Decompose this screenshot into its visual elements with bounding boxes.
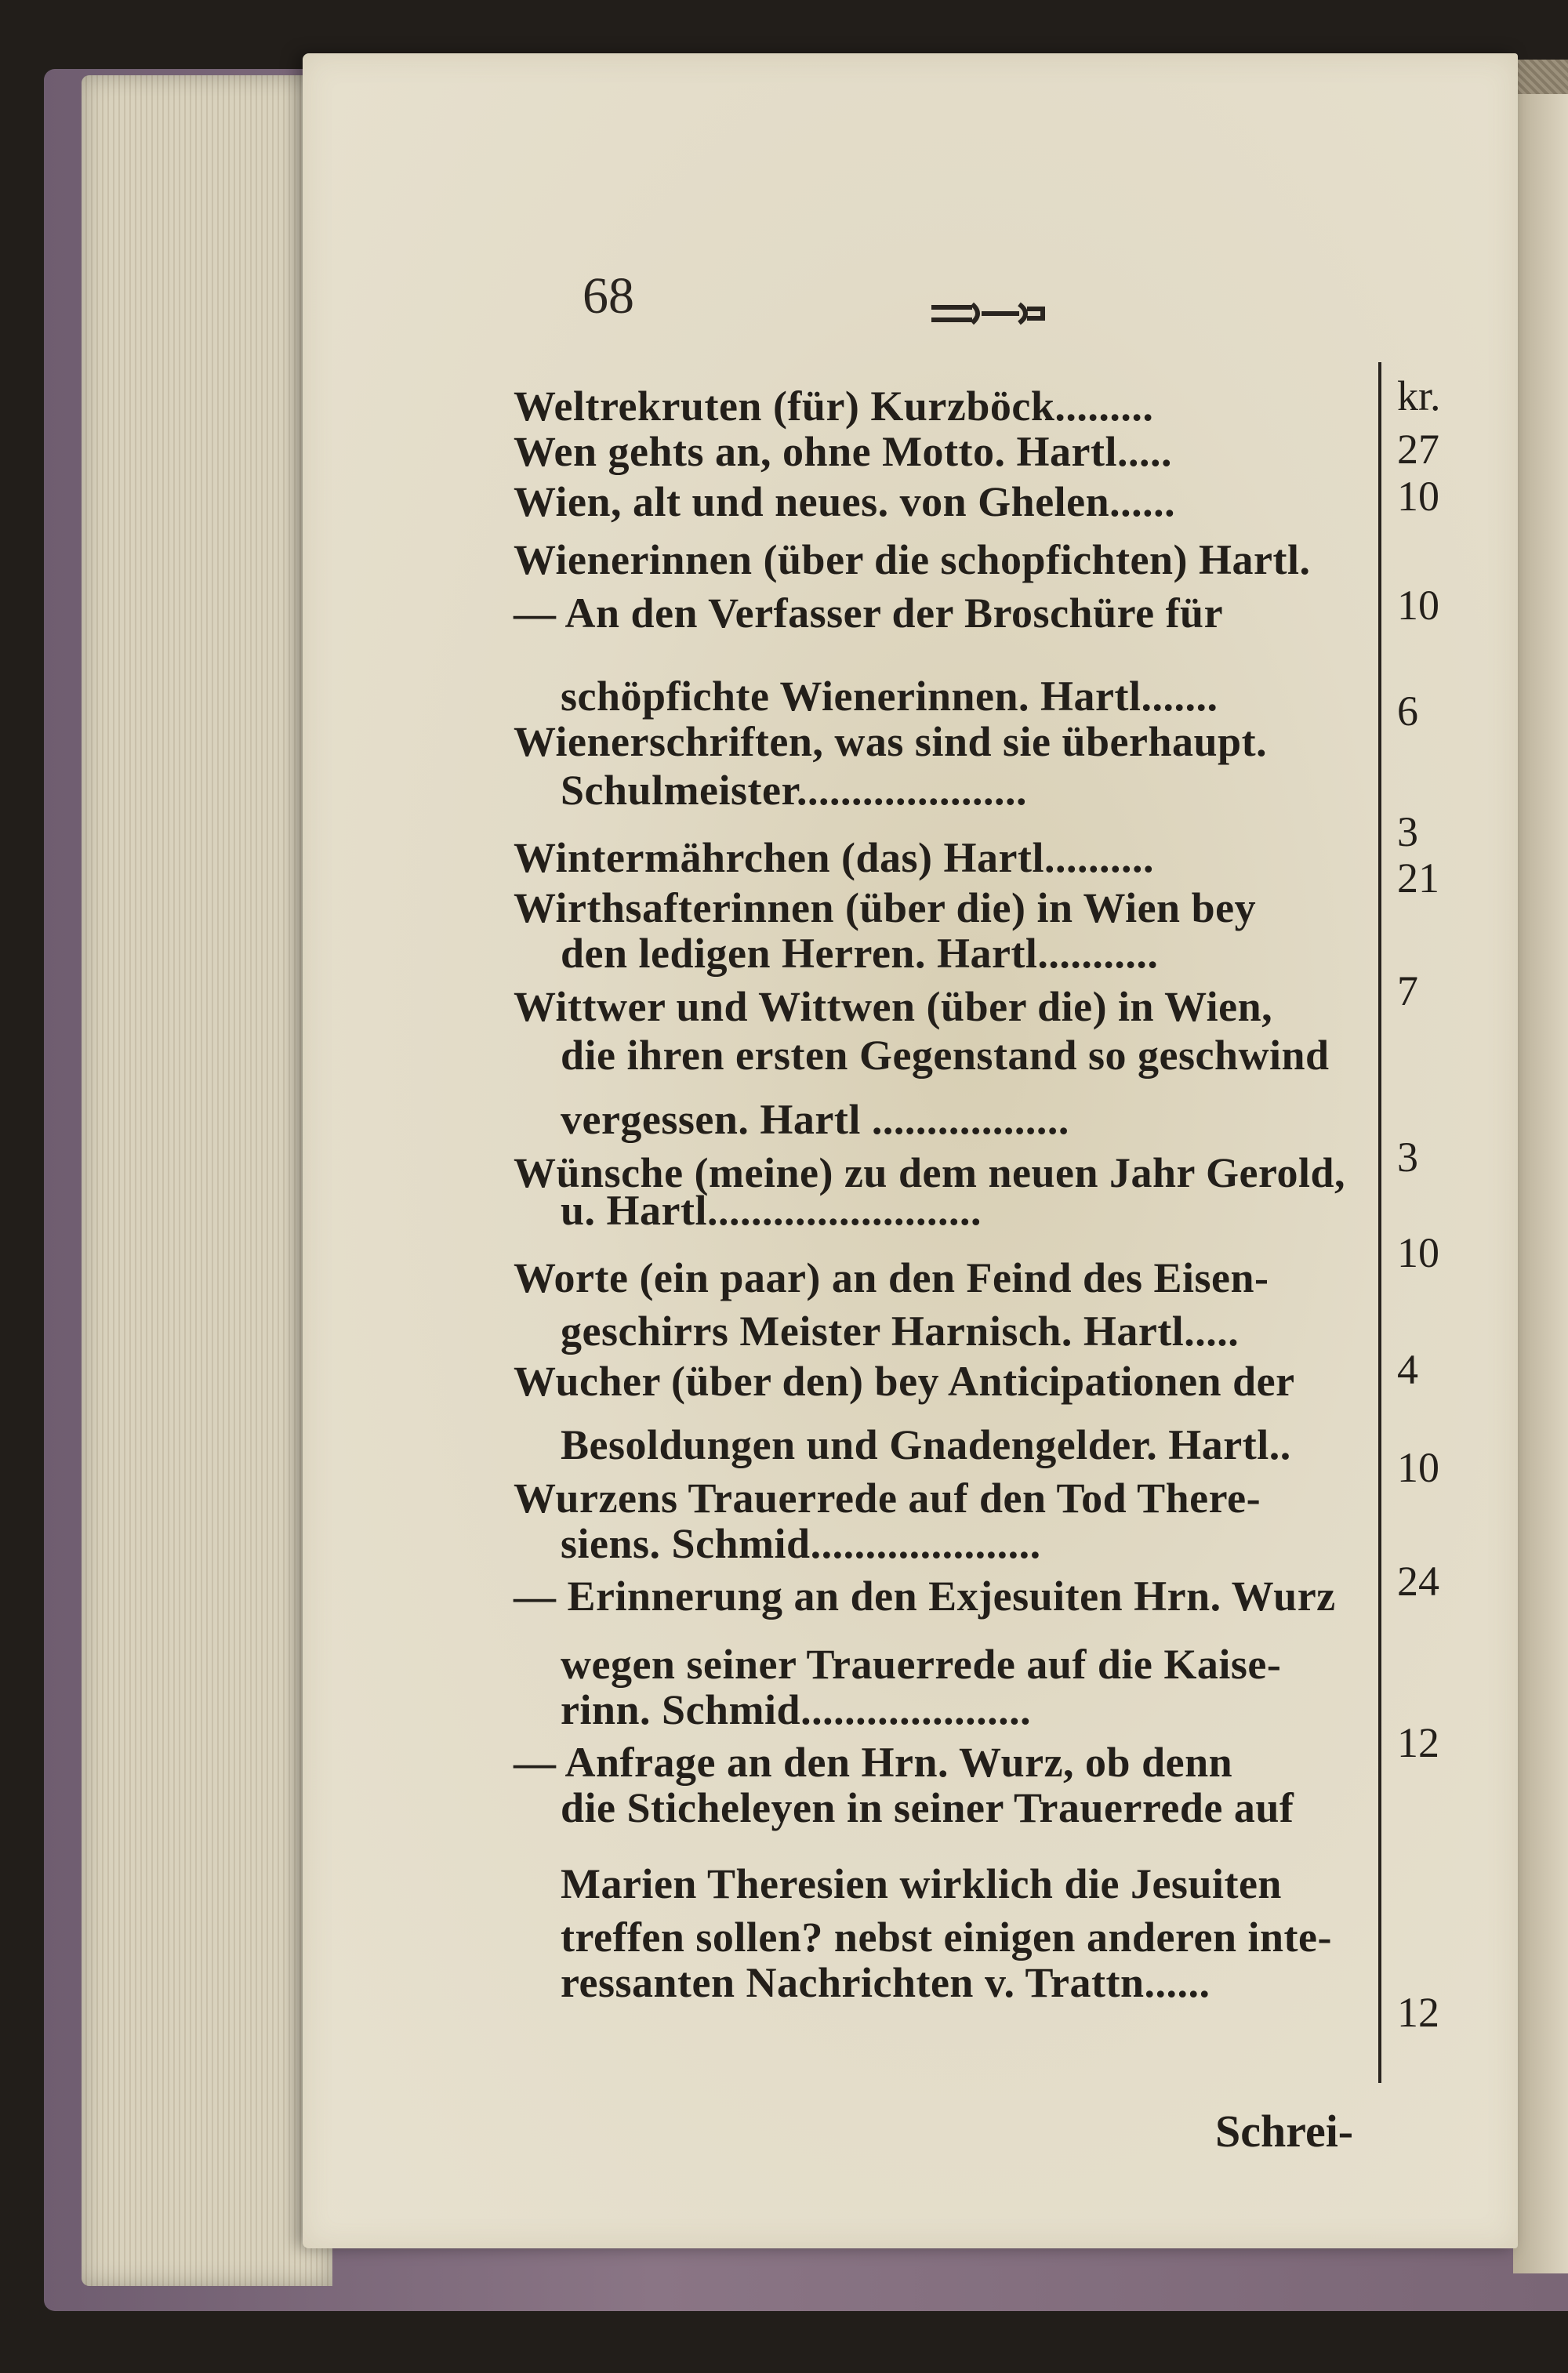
index-entry-line: die ihren ersten Gegenstand so geschwind <box>561 1032 1330 1079</box>
price-value: 27 <box>1397 426 1439 473</box>
price-value: 12 <box>1397 1719 1439 1766</box>
page-edges <box>82 75 332 2286</box>
price-value: 12 <box>1397 1989 1439 2036</box>
index-entry-line: Wintermährchen (das) Hartl.......... <box>514 834 1154 881</box>
price-value: 3 <box>1397 808 1418 855</box>
catchword: Schrei- <box>1215 2106 1354 2157</box>
index-entry-line: ressanten Nachrichten v. Trattn...... <box>561 1959 1210 2006</box>
index-entry-line: geschirrs Meister Harnisch. Hartl..... <box>561 1308 1240 1355</box>
price-value: 21 <box>1397 854 1439 902</box>
index-entry-line: Wen gehts an, ohne Motto. Hartl..... <box>514 428 1172 475</box>
index-entry-line: Wucher (über den) bey Anticipationen der <box>514 1358 1295 1405</box>
price-value: 3 <box>1397 1134 1418 1181</box>
index-entry-line: treffen sollen? nebst einigen anderen inte- <box>561 1914 1332 1961</box>
index-entry-line: Schulmeister..................... <box>561 767 1027 814</box>
price-value: 10 <box>1397 473 1439 520</box>
index-entry-line: Wienerinnen (über die schopfichten) Hartl. <box>514 536 1311 583</box>
index-entry-line: die Sticheleyen in seiner Trauerrede auf <box>561 1784 1294 1831</box>
price-value: 10 <box>1397 1229 1439 1276</box>
index-entry-line: vergessen. Hartl .................. <box>561 1096 1069 1143</box>
price-value: 7 <box>1397 967 1418 1014</box>
index-entry-line: Besoldungen und Gnadengelder. Hartl.. <box>561 1421 1291 1468</box>
index-entry-line: Worte (ein paar) an den Feind des Eisen- <box>514 1254 1269 1301</box>
index-entry-line: Wienerschriften, was sind sie überhaupt. <box>514 718 1268 765</box>
facing-page-edge <box>1513 94 1568 2273</box>
index-entry-line: den ledigen Herren. Hartl........... <box>561 930 1159 977</box>
price-value: 6 <box>1397 688 1418 735</box>
index-entry-line: schöpfichte Wienerinnen. Hartl....... <box>561 673 1218 720</box>
index-entry-line: Wien, alt und neues. von Ghelen...... <box>514 478 1176 525</box>
index-entry-line: Wünsche (meine) zu dem neuen Jahr Gerold, <box>514 1149 1346 1196</box>
index-entry-line: rinn. Schmid..................... <box>561 1686 1032 1733</box>
index-entry-line: Wurzens Trauerrede auf den Tod There- <box>514 1475 1261 1522</box>
price-value: 10 <box>1397 1444 1439 1491</box>
index-entry-line: — An den Verfasser der Broschüre für <box>514 590 1224 637</box>
index-entry-line: — Anfrage an den Hrn. Wurz, ob denn <box>514 1739 1233 1786</box>
index-entry-line: Weltrekruten (für) Kurzböck......... <box>514 383 1154 430</box>
column-rule <box>1378 362 1381 2083</box>
index-entry-line: wegen seiner Trauerrede auf die Kaise- <box>561 1641 1282 1688</box>
index-entry-line: siens. Schmid..................... <box>561 1520 1041 1567</box>
price-value: 10 <box>1397 582 1439 629</box>
column-header: kr. <box>1397 372 1441 419</box>
price-value: 24 <box>1397 1558 1439 1605</box>
index-entry-line: Marien Theresien wirklich die Jesuiten <box>561 1860 1282 1907</box>
index-entry-line: Wirthsafterinnen (über die) in Wien bey <box>514 884 1257 931</box>
index-entry-line: u. Hartl......................... <box>561 1187 982 1234</box>
index-entry-line: Wittwer und Wittwen (über die) in Wien, <box>514 983 1273 1030</box>
ornament-icon <box>925 296 1051 331</box>
page-number: 68 <box>583 267 634 325</box>
index-entry-line: — Erinnerung an den Exjesuiten Hrn. Wurz <box>514 1573 1336 1620</box>
price-value: 4 <box>1397 1346 1418 1393</box>
